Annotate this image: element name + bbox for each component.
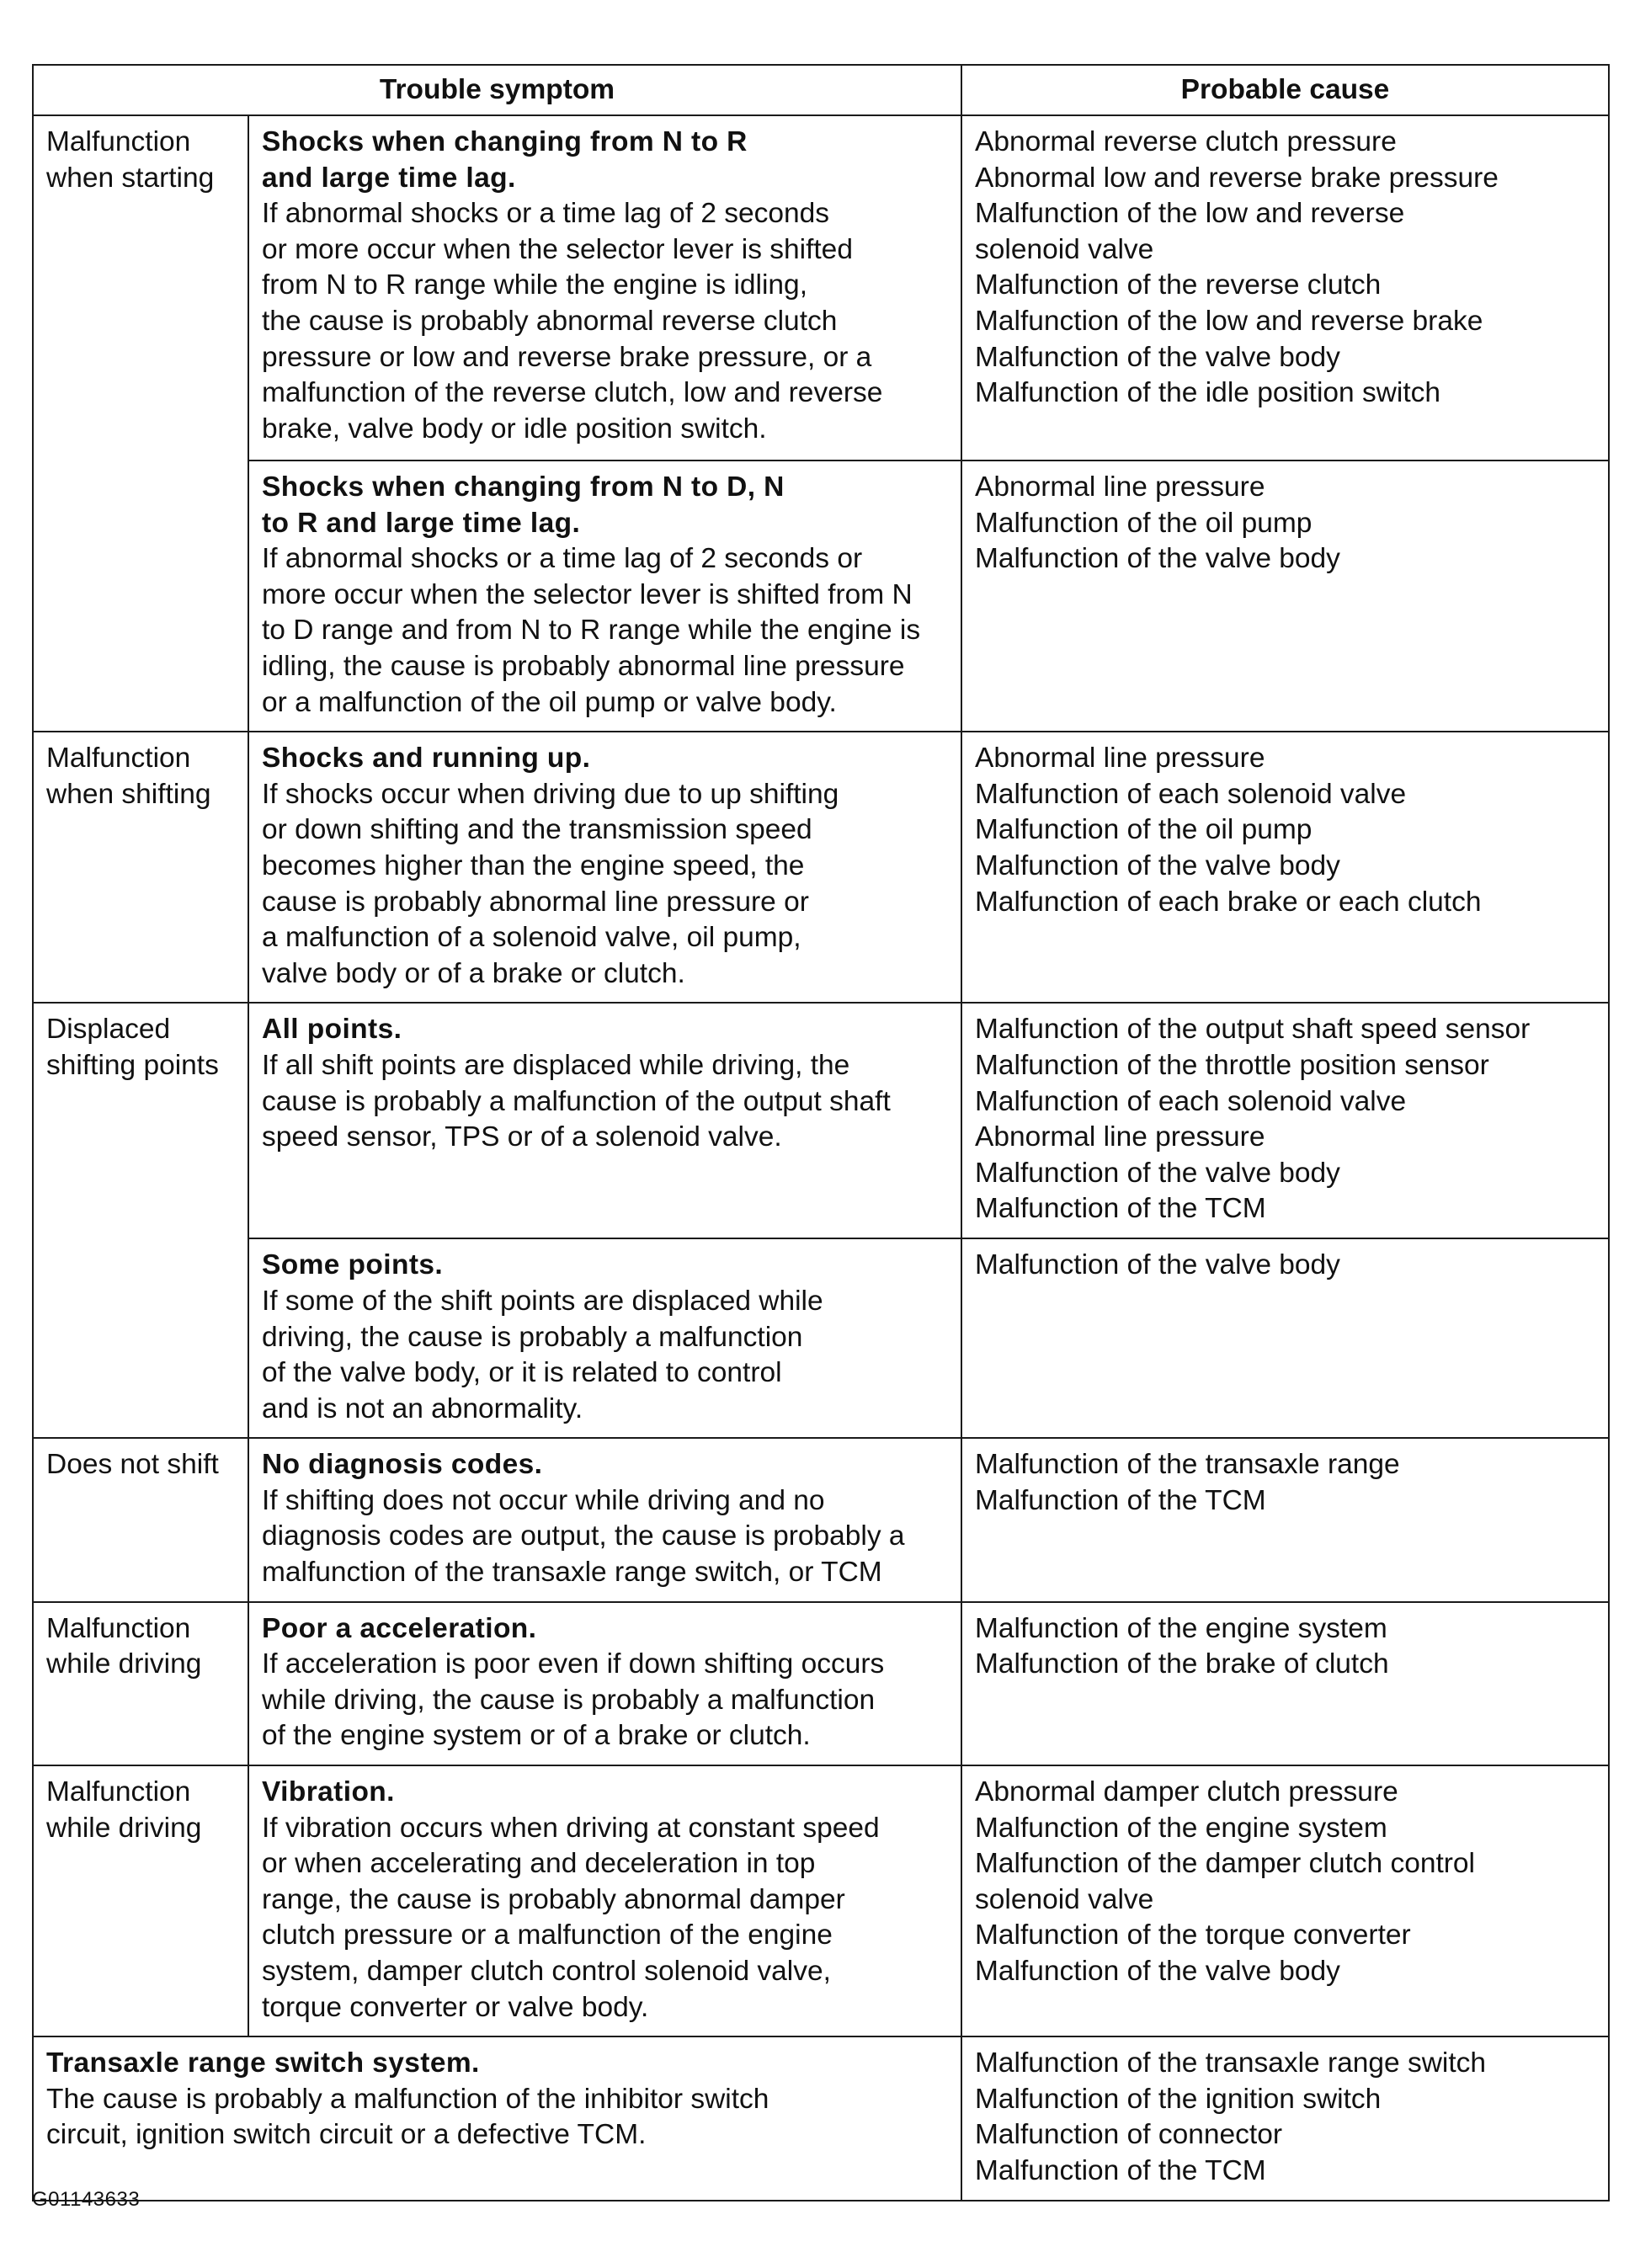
- text-line: shifting points: [46, 1049, 219, 1081]
- text-line: or more occur when the selector lever is shifted: [262, 233, 853, 265]
- text-line: cause is probably abnormal line pressure or: [262, 886, 809, 918]
- symptom-cell: [248, 1602, 961, 1765]
- text-line: Malfunction of the damper clutch control: [975, 1848, 1476, 1880]
- text-line: Malfunction of connector: [975, 2119, 1282, 2151]
- text-line: Malfunction of the valve body: [975, 543, 1340, 575]
- text-line: Malfunction of the transaxle range: [975, 1449, 1400, 1481]
- text-line: becomes higher than the engine speed, the: [262, 849, 805, 881]
- text-line: Malfunction of each brake or each clutch: [975, 886, 1482, 918]
- text-line: while driving: [46, 1648, 202, 1680]
- text-line: If some of the shift points are displaced while: [262, 1285, 823, 1317]
- probable-cause-cell: [961, 1765, 1609, 2036]
- text-line: solenoid valve: [975, 233, 1154, 265]
- text-line: Malfunction of the valve body: [975, 849, 1340, 881]
- category-cell: [33, 1003, 248, 1438]
- text-line: The cause is probably a malfunction of the inhibitor switch: [46, 2083, 769, 2115]
- text-line: while driving: [46, 1812, 202, 1844]
- text-line: or a malfunction of the oil pump or valve body.: [262, 686, 837, 718]
- symptom-cell: [248, 1238, 961, 1438]
- probable-cause-cell: [961, 1438, 1609, 1601]
- symptom-cell: [248, 1765, 961, 2036]
- category-cell: [33, 732, 248, 1003]
- text-line: cause is probably a malfunction of the output shaft: [262, 1085, 891, 1117]
- probable-cause-cell: [961, 1003, 1609, 1238]
- symptom-title-line: Vibration.: [262, 1776, 395, 1808]
- text-line: to D range and from N to R range while the engine is: [262, 615, 921, 647]
- text-line: when starting: [46, 162, 215, 194]
- text-line: Malfunction of each solenoid valve: [975, 1085, 1407, 1117]
- text-line: while driving, the cause is probably a malfunction: [262, 1684, 876, 1716]
- text-line: pressure or low and reverse brake pressure, or a: [262, 341, 872, 373]
- text-line: Does not shift: [46, 1449, 219, 1481]
- text-line: Abnormal line pressure: [975, 471, 1265, 503]
- text-line: Malfunction of the engine system: [975, 1812, 1387, 1844]
- table-row: [33, 1602, 1609, 1765]
- table-row: [33, 461, 1609, 732]
- header-trouble-symptom: Trouble symptom: [33, 65, 961, 115]
- table-body: [33, 115, 1609, 2201]
- category-cell: [33, 1602, 248, 1765]
- probable-cause-cell: [961, 2036, 1609, 2200]
- symptom-title-line: Shocks when changing from N to R: [262, 126, 748, 157]
- text-line: diagnosis codes are output, the cause is probably a: [262, 1520, 905, 1552]
- table-row-transaxle-range-switch: [33, 2036, 1609, 2200]
- text-line: Malfunction of the torque converter: [975, 1919, 1411, 1951]
- symptom-title-line: Shocks when changing from N to D, N: [262, 471, 785, 503]
- text-line: driving, the cause is probably a malfunction: [262, 1321, 803, 1353]
- text-line: Malfunction of the ignition switch: [975, 2083, 1382, 2115]
- text-line: If shifting does not occur while driving and no: [262, 1484, 825, 1516]
- symptom-cell: [248, 115, 961, 461]
- text-line: of the engine system or of a brake or clutch.: [262, 1720, 811, 1752]
- text-line: Malfunction of the output shaft speed sensor: [975, 1014, 1531, 1046]
- text-line: the cause is probably abnormal reverse clutch: [262, 305, 838, 337]
- figure-code: G01143633: [32, 2188, 141, 2211]
- trouble-symptom-table: [32, 64, 1610, 2201]
- symptom-title-line: and large time lag.: [262, 162, 516, 194]
- symptom-title-line: Some points.: [262, 1249, 444, 1281]
- text-line: Malfunction of the valve body: [975, 1956, 1340, 1987]
- text-line: from N to R range while the engine is idling,: [262, 269, 807, 301]
- category-cell: [33, 1438, 248, 1601]
- text-line: Malfunction of the TCM: [975, 1484, 1266, 1516]
- symptom-title-line: to R and large time lag.: [262, 507, 581, 539]
- text-line: a malfunction of a solenoid valve, oil pump,: [262, 922, 801, 954]
- category-cell: [33, 1765, 248, 2036]
- header-row: [33, 65, 1609, 115]
- text-line: Malfunction of the throttle position sensor: [975, 1049, 1489, 1081]
- text-line: clutch pressure or a malfunction of the engine: [262, 1919, 833, 1951]
- text-line: malfunction of the reverse clutch, low and reverse: [262, 377, 883, 409]
- text-line: Malfunction: [46, 126, 191, 157]
- probable-cause-cell: [961, 115, 1609, 461]
- symptom-title-line: No diagnosis codes.: [262, 1449, 543, 1481]
- text-line: If all shift points are displaced while driving, the: [262, 1049, 850, 1081]
- text-line: brake, valve body or idle position switch.: [262, 413, 767, 445]
- text-line: Malfunction of the valve body: [975, 1157, 1340, 1189]
- text-line: idling, the cause is probably abnormal line pressure: [262, 650, 905, 682]
- symptom-title-line: Transaxle range switch system.: [46, 2047, 480, 2079]
- text-line: solenoid valve: [975, 1883, 1154, 1915]
- text-line: Malfunction of the TCM: [975, 1193, 1266, 1225]
- symptom-cell: [248, 461, 961, 732]
- text-line: more occur when the selector lever is shifted from N: [262, 578, 913, 610]
- symptom-cell: [33, 2036, 961, 2200]
- text-line: torque converter or valve body.: [262, 1991, 649, 2023]
- symptom-cell: [248, 1438, 961, 1601]
- text-line: Malfunction of the idle position switch: [975, 377, 1441, 409]
- text-line: range, the cause is probably abnormal damper: [262, 1883, 845, 1915]
- text-line: Abnormal damper clutch pressure: [975, 1776, 1398, 1808]
- text-line: Abnormal line pressure: [975, 743, 1265, 775]
- text-line: Malfunction of the valve body: [975, 1249, 1340, 1281]
- text-line: Displaced: [46, 1014, 171, 1046]
- text-line: malfunction of the transaxle range switch, or TCM: [262, 1557, 882, 1589]
- probable-cause-cell: [961, 1238, 1609, 1438]
- text-line: If shocks occur when driving due to up shifting: [262, 778, 839, 810]
- text-line: Malfunction of the low and reverse brake: [975, 305, 1483, 337]
- text-line: Abnormal line pressure: [975, 1121, 1265, 1153]
- text-line: Abnormal low and reverse brake pressure: [975, 162, 1499, 194]
- symptom-title-line: All points.: [262, 1014, 402, 1046]
- text-line: Malfunction of the TCM: [975, 2154, 1266, 2186]
- text-line: or down shifting and the transmission speed: [262, 814, 812, 846]
- text-line: of the valve body, or it is related to control: [262, 1357, 782, 1389]
- text-line: and is not an abnormality.: [262, 1392, 583, 1424]
- text-line: Malfunction of the oil pump: [975, 814, 1313, 846]
- text-line: circuit, ignition switch circuit or a defective TCM.: [46, 2119, 647, 2151]
- text-line: Malfunction of the reverse clutch: [975, 269, 1382, 301]
- category-cell: [33, 115, 248, 732]
- text-line: Malfunction of the brake of clutch: [975, 1648, 1389, 1680]
- text-line: If vibration occurs when driving at constant speed: [262, 1812, 880, 1844]
- text-line: Malfunction: [46, 1612, 191, 1644]
- text-line: valve body or of a brake or clutch.: [262, 957, 685, 989]
- text-line: Malfunction of each solenoid valve: [975, 778, 1407, 810]
- text-line: If abnormal shocks or a time lag of 2 seconds: [262, 198, 830, 230]
- table-row: [33, 732, 1609, 1003]
- text-line: Malfunction of the low and reverse: [975, 198, 1405, 230]
- text-line: Abnormal reverse clutch pressure: [975, 126, 1397, 157]
- text-line: Malfunction of the oil pump: [975, 507, 1313, 539]
- text-line: Malfunction of the transaxle range switch: [975, 2047, 1487, 2079]
- header-probable-cause: Probable cause: [961, 65, 1609, 115]
- table-row: [33, 1238, 1609, 1438]
- table-row: [33, 1438, 1609, 1601]
- symptom-cell: [248, 1003, 961, 1238]
- symptom-cell: [248, 732, 961, 1003]
- symptom-title-line: Shocks and running up.: [262, 743, 591, 775]
- probable-cause-cell: [961, 1602, 1609, 1765]
- text-line: or when accelerating and deceleration in top: [262, 1848, 816, 1880]
- text-line: If abnormal shocks or a time lag of 2 seconds or: [262, 543, 863, 575]
- text-line: system, damper clutch control solenoid valve,: [262, 1956, 831, 1987]
- text-line: Malfunction: [46, 743, 191, 775]
- probable-cause-cell: [961, 732, 1609, 1003]
- text-line: Malfunction: [46, 1776, 191, 1808]
- text-line: If acceleration is poor even if down shifting occurs: [262, 1648, 885, 1680]
- table-row: [33, 1003, 1609, 1238]
- symptom-title-line: Poor a acceleration.: [262, 1612, 537, 1644]
- table-row: [33, 115, 1609, 461]
- probable-cause-cell: [961, 461, 1609, 732]
- text-line: when shifting: [46, 778, 211, 810]
- table-row: [33, 1765, 1609, 2036]
- text-line: speed sensor, TPS or of a solenoid valve.: [262, 1121, 782, 1153]
- text-line: Malfunction of the engine system: [975, 1612, 1387, 1644]
- text-line: Malfunction of the valve body: [975, 341, 1340, 373]
